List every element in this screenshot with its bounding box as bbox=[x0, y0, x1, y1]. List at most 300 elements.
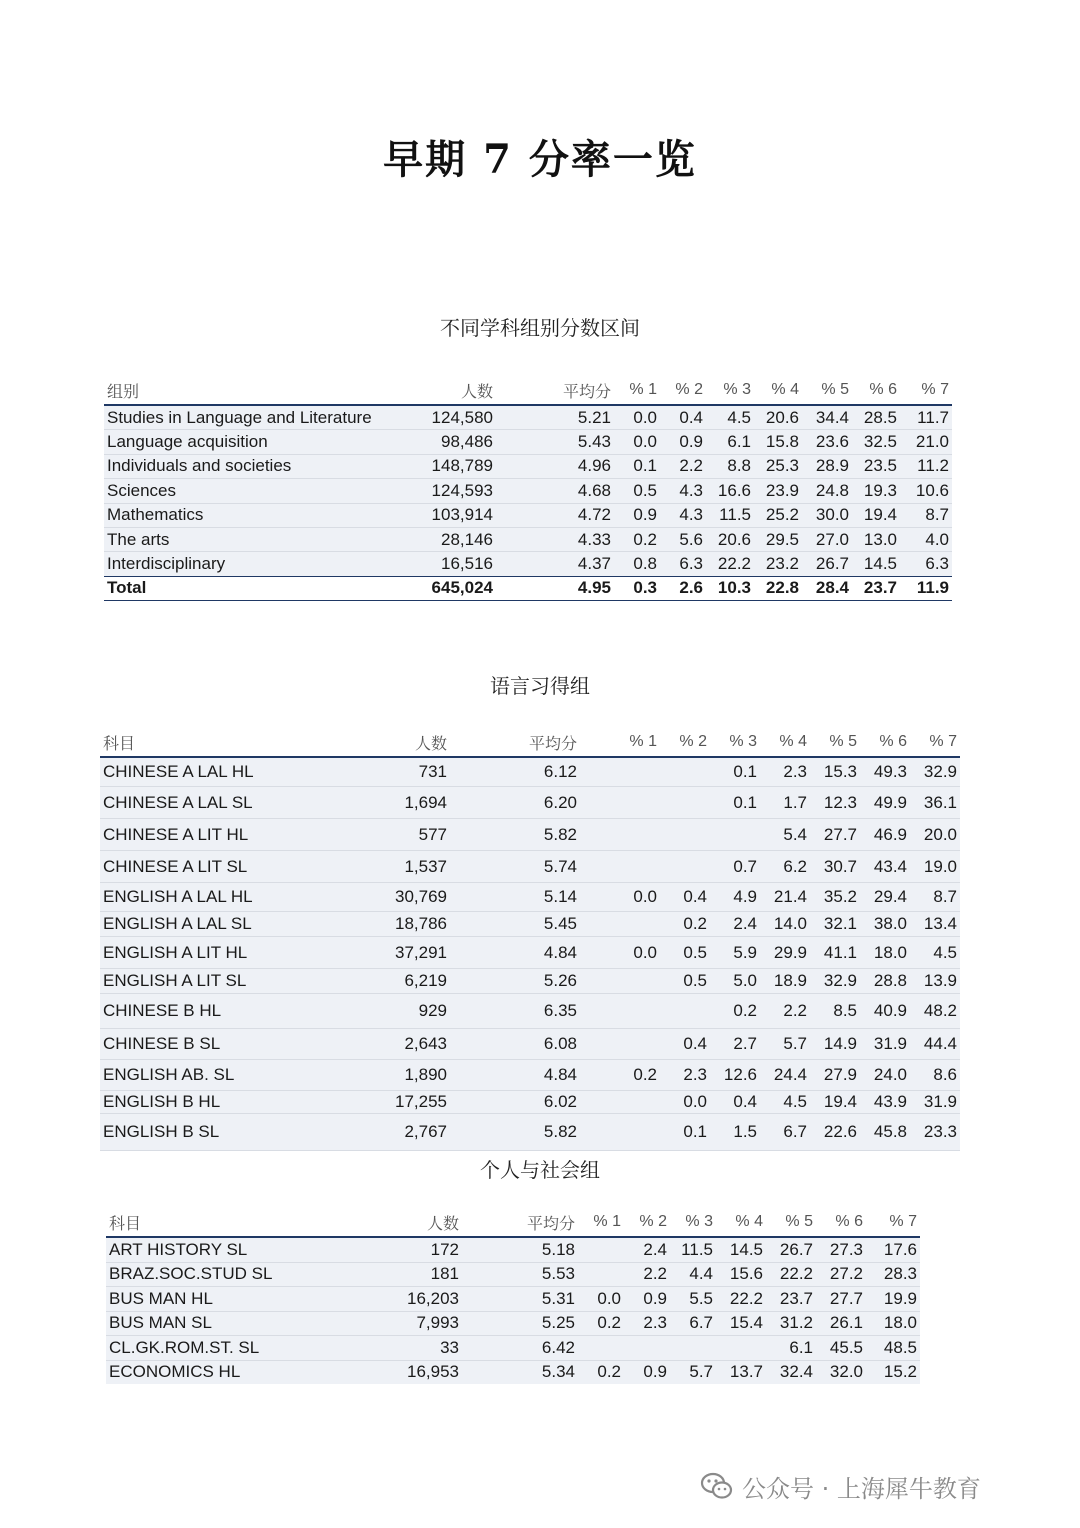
column-header: % 6 bbox=[860, 728, 910, 757]
value-cell: 4.9 bbox=[710, 883, 760, 912]
value-cell bbox=[580, 787, 660, 819]
table-row bbox=[104, 454, 952, 478]
value-cell: 20.6 bbox=[754, 405, 802, 430]
column-header: 人数 bbox=[396, 376, 496, 405]
value-cell: 21.4 bbox=[760, 883, 810, 912]
subject-cell: ENGLISH B SL bbox=[100, 1114, 290, 1151]
value-cell: 5.31 bbox=[462, 1287, 578, 1312]
subject-cell: Interdisciplinary bbox=[104, 552, 396, 576]
subject-cell: BRAZ.SOC.STUD SL bbox=[106, 1262, 296, 1287]
value-cell: 6.02 bbox=[450, 1091, 580, 1114]
value-cell: 27.3 bbox=[816, 1237, 866, 1262]
value-cell: 48.5 bbox=[866, 1336, 920, 1361]
value-cell: 5.82 bbox=[450, 1114, 580, 1151]
value-cell: 11.2 bbox=[900, 454, 952, 478]
value-cell: 5.53 bbox=[462, 1262, 578, 1287]
value-cell: 6,219 bbox=[290, 969, 450, 994]
value-cell bbox=[660, 994, 710, 1029]
table-row bbox=[104, 479, 952, 503]
value-cell: 4.0 bbox=[900, 527, 952, 551]
value-cell: 22.2 bbox=[716, 1287, 766, 1312]
wechat-icon bbox=[700, 1471, 734, 1501]
value-cell: 6.7 bbox=[760, 1114, 810, 1151]
column-header: % 7 bbox=[900, 376, 952, 405]
value-cell: 2.3 bbox=[660, 1060, 710, 1091]
value-cell: 17,255 bbox=[290, 1091, 450, 1114]
value-cell: 6.1 bbox=[706, 430, 754, 454]
subject-cell: ART HISTORY SL bbox=[106, 1237, 296, 1262]
value-cell: 29.5 bbox=[754, 527, 802, 551]
value-cell: 27.0 bbox=[802, 527, 852, 551]
column-header: % 7 bbox=[910, 728, 960, 757]
value-cell: 645,024 bbox=[396, 576, 496, 600]
value-cell: 26.1 bbox=[816, 1311, 866, 1336]
value-cell: 22.8 bbox=[754, 576, 802, 600]
value-cell: 4.5 bbox=[910, 937, 960, 969]
value-cell: 4.95 bbox=[496, 576, 614, 600]
value-cell: 181 bbox=[296, 1262, 462, 1287]
column-header: 人数 bbox=[296, 1208, 462, 1237]
subject-cell: Mathematics bbox=[104, 503, 396, 527]
value-cell: 25.2 bbox=[754, 503, 802, 527]
value-cell: 23.3 bbox=[910, 1114, 960, 1151]
value-cell: 29.4 bbox=[860, 883, 910, 912]
value-cell: 5.4 bbox=[760, 819, 810, 851]
value-cell: 0.9 bbox=[614, 503, 660, 527]
value-cell: 5.74 bbox=[450, 851, 580, 883]
language-acquisition-table bbox=[100, 728, 960, 1151]
value-cell: 8.5 bbox=[810, 994, 860, 1029]
value-cell: 0.4 bbox=[710, 1091, 760, 1114]
table-header-row bbox=[100, 728, 960, 757]
value-cell: 12.3 bbox=[810, 787, 860, 819]
value-cell: 13.9 bbox=[910, 969, 960, 994]
value-cell: 34.4 bbox=[802, 405, 852, 430]
subject-group-table bbox=[104, 376, 952, 601]
table-row bbox=[104, 503, 952, 527]
value-cell: 32.9 bbox=[810, 969, 860, 994]
value-cell: 2.2 bbox=[660, 454, 706, 478]
value-cell: 5.21 bbox=[496, 405, 614, 430]
value-cell: 5.7 bbox=[760, 1029, 810, 1060]
value-cell: 929 bbox=[290, 994, 450, 1029]
value-cell: 4.5 bbox=[760, 1091, 810, 1114]
subject-cell: Sciences bbox=[104, 479, 396, 503]
value-cell: 0.1 bbox=[614, 454, 660, 478]
column-header: % 3 bbox=[710, 728, 760, 757]
value-cell: 28.9 bbox=[802, 454, 852, 478]
value-cell: 577 bbox=[290, 819, 450, 851]
value-cell: 5.34 bbox=[462, 1360, 578, 1384]
value-cell: 0.5 bbox=[660, 969, 710, 994]
table-header-row bbox=[104, 376, 952, 405]
value-cell: 0.5 bbox=[660, 937, 710, 969]
value-cell: 23.7 bbox=[852, 576, 900, 600]
value-cell: 2.2 bbox=[760, 994, 810, 1029]
value-cell: 22.6 bbox=[810, 1114, 860, 1151]
value-cell: 6.3 bbox=[660, 552, 706, 576]
value-cell: 33 bbox=[296, 1336, 462, 1361]
value-cell bbox=[580, 912, 660, 937]
value-cell: 2,643 bbox=[290, 1029, 450, 1060]
section3-title: 个人与社会组 bbox=[480, 1158, 600, 1182]
value-cell: 4.3 bbox=[660, 503, 706, 527]
value-cell: 23.9 bbox=[754, 479, 802, 503]
table-row bbox=[104, 405, 952, 430]
column-header: % 5 bbox=[810, 728, 860, 757]
value-cell bbox=[580, 969, 660, 994]
value-cell: 731 bbox=[290, 757, 450, 787]
value-cell: 0.2 bbox=[580, 1060, 660, 1091]
value-cell bbox=[580, 1114, 660, 1151]
column-header: 人数 bbox=[290, 728, 450, 757]
value-cell bbox=[578, 1237, 624, 1262]
column-header: 科目 bbox=[106, 1208, 296, 1237]
value-cell: 0.3 bbox=[614, 576, 660, 600]
subject-cell: CHINESE B HL bbox=[100, 994, 290, 1029]
value-cell: 26.7 bbox=[766, 1237, 816, 1262]
value-cell bbox=[716, 1336, 766, 1361]
table-row bbox=[100, 912, 960, 937]
value-cell: 8.6 bbox=[910, 1060, 960, 1091]
value-cell: 0.1 bbox=[660, 1114, 710, 1151]
value-cell: 1,694 bbox=[290, 787, 450, 819]
value-cell: 4.4 bbox=[670, 1262, 716, 1287]
value-cell: 37,291 bbox=[290, 937, 450, 969]
value-cell: 4.33 bbox=[496, 527, 614, 551]
value-cell: 6.2 bbox=[760, 851, 810, 883]
table-row bbox=[100, 1029, 960, 1060]
value-cell: 31.2 bbox=[766, 1311, 816, 1336]
value-cell bbox=[580, 994, 660, 1029]
value-cell: 13.0 bbox=[852, 527, 900, 551]
value-cell: 43.9 bbox=[860, 1091, 910, 1114]
value-cell: 16,516 bbox=[396, 552, 496, 576]
value-cell: 12.6 bbox=[710, 1060, 760, 1091]
value-cell: 26.7 bbox=[802, 552, 852, 576]
table-row bbox=[100, 1091, 960, 1114]
total-row bbox=[104, 576, 952, 600]
value-cell: 48.2 bbox=[910, 994, 960, 1029]
value-cell: 30,769 bbox=[290, 883, 450, 912]
value-cell: 19.9 bbox=[866, 1287, 920, 1312]
value-cell: 4.96 bbox=[496, 454, 614, 478]
value-cell: 23.2 bbox=[754, 552, 802, 576]
table-row bbox=[106, 1311, 920, 1336]
value-cell: 0.7 bbox=[710, 851, 760, 883]
column-header: % 4 bbox=[716, 1208, 766, 1237]
value-cell: 28,146 bbox=[396, 527, 496, 551]
value-cell: 4.84 bbox=[450, 937, 580, 969]
value-cell: 0.0 bbox=[614, 430, 660, 454]
value-cell: 27.7 bbox=[816, 1287, 866, 1312]
value-cell: 32.0 bbox=[816, 1360, 866, 1384]
value-cell: 11.9 bbox=[900, 576, 952, 600]
subject-cell: The arts bbox=[104, 527, 396, 551]
column-header: % 2 bbox=[660, 728, 710, 757]
table-row bbox=[106, 1262, 920, 1287]
value-cell: 2.2 bbox=[624, 1262, 670, 1287]
column-header: % 1 bbox=[580, 728, 660, 757]
table-row bbox=[100, 969, 960, 994]
value-cell: 0.2 bbox=[578, 1360, 624, 1384]
watermark-text: 公众号 · 上海犀牛教育 bbox=[742, 1474, 981, 1503]
value-cell: 0.9 bbox=[660, 430, 706, 454]
value-cell: 4.72 bbox=[496, 503, 614, 527]
value-cell: 0.4 bbox=[660, 405, 706, 430]
value-cell: 15.6 bbox=[716, 1262, 766, 1287]
table-row bbox=[100, 1060, 960, 1091]
value-cell: 16,203 bbox=[296, 1287, 462, 1312]
value-cell: 6.08 bbox=[450, 1029, 580, 1060]
column-header: % 3 bbox=[670, 1208, 716, 1237]
value-cell: 0.2 bbox=[614, 527, 660, 551]
value-cell: 2.3 bbox=[760, 757, 810, 787]
value-cell: 15.2 bbox=[866, 1360, 920, 1384]
table-row bbox=[106, 1237, 920, 1262]
subject-cell: CHINESE A LIT SL bbox=[100, 851, 290, 883]
column-header: 平均分 bbox=[450, 728, 580, 757]
value-cell bbox=[580, 1091, 660, 1114]
value-cell: 17.6 bbox=[866, 1237, 920, 1262]
value-cell: 19.4 bbox=[852, 503, 900, 527]
subject-cell: Individuals and societies bbox=[104, 454, 396, 478]
value-cell: 32.9 bbox=[910, 757, 960, 787]
table-row bbox=[104, 527, 952, 551]
watermark bbox=[700, 1466, 981, 1506]
value-cell: 24.0 bbox=[860, 1060, 910, 1091]
table-header-row bbox=[106, 1208, 920, 1237]
value-cell bbox=[580, 851, 660, 883]
value-cell: 27.2 bbox=[816, 1262, 866, 1287]
value-cell: 21.0 bbox=[900, 430, 952, 454]
value-cell: 10.6 bbox=[900, 479, 952, 503]
value-cell: 5.26 bbox=[450, 969, 580, 994]
value-cell: 5.43 bbox=[496, 430, 614, 454]
table-row bbox=[100, 1114, 960, 1151]
value-cell: 19.3 bbox=[852, 479, 900, 503]
value-cell: 1.5 bbox=[710, 1114, 760, 1151]
table-row bbox=[106, 1360, 920, 1384]
subject-cell: Language acquisition bbox=[104, 430, 396, 454]
column-header: % 2 bbox=[660, 376, 706, 405]
value-cell: 46.9 bbox=[860, 819, 910, 851]
value-cell bbox=[660, 819, 710, 851]
value-cell: 0.4 bbox=[660, 1029, 710, 1060]
value-cell: 2.6 bbox=[660, 576, 706, 600]
value-cell: 11.7 bbox=[900, 405, 952, 430]
subject-cell: ENGLISH A LAL SL bbox=[100, 912, 290, 937]
value-cell: 7,993 bbox=[296, 1311, 462, 1336]
value-cell: 27.7 bbox=[810, 819, 860, 851]
value-cell: 0.0 bbox=[578, 1287, 624, 1312]
value-cell: 0.1 bbox=[710, 787, 760, 819]
column-header: % 5 bbox=[802, 376, 852, 405]
subject-cell: Total bbox=[104, 576, 396, 600]
value-cell: 0.1 bbox=[710, 757, 760, 787]
value-cell: 43.4 bbox=[860, 851, 910, 883]
value-cell bbox=[578, 1262, 624, 1287]
value-cell: 13.4 bbox=[910, 912, 960, 937]
value-cell: 148,789 bbox=[396, 454, 496, 478]
value-cell: 5.82 bbox=[450, 819, 580, 851]
value-cell: 5.25 bbox=[462, 1311, 578, 1336]
value-cell bbox=[580, 1029, 660, 1060]
value-cell: 14.5 bbox=[852, 552, 900, 576]
value-cell: 11.5 bbox=[706, 503, 754, 527]
subject-cell: Studies in Language and Literature bbox=[104, 405, 396, 430]
value-cell: 11.5 bbox=[670, 1237, 716, 1262]
column-header: % 7 bbox=[866, 1208, 920, 1237]
value-cell: 0.5 bbox=[614, 479, 660, 503]
value-cell bbox=[624, 1336, 670, 1361]
value-cell: 40.9 bbox=[860, 994, 910, 1029]
column-header: % 1 bbox=[614, 376, 660, 405]
value-cell: 6.3 bbox=[900, 552, 952, 576]
value-cell: 13.7 bbox=[716, 1360, 766, 1384]
subject-cell: BUS MAN SL bbox=[106, 1311, 296, 1336]
column-header: % 6 bbox=[816, 1208, 866, 1237]
column-header: % 5 bbox=[766, 1208, 816, 1237]
value-cell: 23.6 bbox=[802, 430, 852, 454]
table-row bbox=[100, 883, 960, 912]
value-cell: 45.5 bbox=[816, 1336, 866, 1361]
value-cell: 4.37 bbox=[496, 552, 614, 576]
value-cell: 2,767 bbox=[290, 1114, 450, 1151]
value-cell bbox=[670, 1336, 716, 1361]
value-cell: 45.8 bbox=[860, 1114, 910, 1151]
table-row bbox=[100, 819, 960, 851]
value-cell: 31.9 bbox=[860, 1029, 910, 1060]
value-cell: 0.0 bbox=[614, 405, 660, 430]
value-cell: 23.5 bbox=[852, 454, 900, 478]
value-cell: 103,914 bbox=[396, 503, 496, 527]
table-row bbox=[106, 1287, 920, 1312]
value-cell: 15.8 bbox=[754, 430, 802, 454]
value-cell: 2.7 bbox=[710, 1029, 760, 1060]
value-cell: 124,593 bbox=[396, 479, 496, 503]
table-row bbox=[100, 994, 960, 1029]
value-cell: 0.2 bbox=[578, 1311, 624, 1336]
table-row bbox=[106, 1336, 920, 1361]
subject-cell: ECONOMICS HL bbox=[106, 1360, 296, 1384]
table-row bbox=[104, 430, 952, 454]
value-cell: 31.9 bbox=[910, 1091, 960, 1114]
subject-cell: ENGLISH AB. SL bbox=[100, 1060, 290, 1091]
value-cell: 5.9 bbox=[710, 937, 760, 969]
column-header: 组别 bbox=[104, 376, 396, 405]
page-title: 早期 7 分率一览 bbox=[383, 136, 697, 183]
value-cell: 5.18 bbox=[462, 1237, 578, 1262]
value-cell: 2.4 bbox=[710, 912, 760, 937]
value-cell: 0.9 bbox=[624, 1360, 670, 1384]
value-cell: 32.5 bbox=[852, 430, 900, 454]
value-cell: 22.2 bbox=[766, 1262, 816, 1287]
value-cell: 44.4 bbox=[910, 1029, 960, 1060]
value-cell: 6.12 bbox=[450, 757, 580, 787]
value-cell: 28.5 bbox=[852, 405, 900, 430]
value-cell: 14.9 bbox=[810, 1029, 860, 1060]
subject-cell: CL.GK.ROM.ST. SL bbox=[106, 1336, 296, 1361]
value-cell: 18.9 bbox=[760, 969, 810, 994]
column-header: % 1 bbox=[578, 1208, 624, 1237]
value-cell: 6.42 bbox=[462, 1336, 578, 1361]
value-cell: 8.7 bbox=[910, 883, 960, 912]
section1-title: 不同学科组别分数区间 bbox=[440, 316, 640, 340]
value-cell: 18,786 bbox=[290, 912, 450, 937]
value-cell: 6.7 bbox=[670, 1311, 716, 1336]
value-cell: 4.5 bbox=[706, 405, 754, 430]
value-cell: 41.1 bbox=[810, 937, 860, 969]
value-cell: 18.0 bbox=[860, 937, 910, 969]
column-header: % 2 bbox=[624, 1208, 670, 1237]
value-cell: 28.8 bbox=[860, 969, 910, 994]
section2-title: 语言习得组 bbox=[490, 674, 590, 698]
value-cell: 10.3 bbox=[706, 576, 754, 600]
value-cell: 27.9 bbox=[810, 1060, 860, 1091]
subject-cell: CHINESE A LAL HL bbox=[100, 757, 290, 787]
subject-cell: CHINESE A LAL SL bbox=[100, 787, 290, 819]
column-header: 科目 bbox=[100, 728, 290, 757]
table-row bbox=[104, 552, 952, 576]
value-cell: 0.9 bbox=[624, 1287, 670, 1312]
subject-cell: CHINESE B SL bbox=[100, 1029, 290, 1060]
table-row bbox=[100, 851, 960, 883]
value-cell: 1,890 bbox=[290, 1060, 450, 1091]
value-cell: 23.7 bbox=[766, 1287, 816, 1312]
value-cell: 49.9 bbox=[860, 787, 910, 819]
value-cell: 35.2 bbox=[810, 883, 860, 912]
value-cell: 28.4 bbox=[802, 576, 852, 600]
value-cell bbox=[660, 757, 710, 787]
value-cell: 0.2 bbox=[710, 994, 760, 1029]
value-cell: 20.6 bbox=[706, 527, 754, 551]
subject-cell: ENGLISH A LIT HL bbox=[100, 937, 290, 969]
value-cell: 6.35 bbox=[450, 994, 580, 1029]
table-row bbox=[100, 757, 960, 787]
subject-cell: CHINESE A LIT HL bbox=[100, 819, 290, 851]
value-cell: 6.20 bbox=[450, 787, 580, 819]
value-cell: 4.68 bbox=[496, 479, 614, 503]
value-cell: 8.8 bbox=[706, 454, 754, 478]
column-header: 平均分 bbox=[462, 1208, 578, 1237]
value-cell: 0.0 bbox=[580, 883, 660, 912]
value-cell: 32.4 bbox=[766, 1360, 816, 1384]
value-cell: 124,580 bbox=[396, 405, 496, 430]
value-cell: 19.4 bbox=[810, 1091, 860, 1114]
value-cell bbox=[660, 851, 710, 883]
value-cell: 22.2 bbox=[706, 552, 754, 576]
value-cell: 5.14 bbox=[450, 883, 580, 912]
value-cell: 5.45 bbox=[450, 912, 580, 937]
subject-cell: BUS MAN HL bbox=[106, 1287, 296, 1312]
value-cell: 25.3 bbox=[754, 454, 802, 478]
value-cell: 30.0 bbox=[802, 503, 852, 527]
value-cell bbox=[580, 757, 660, 787]
value-cell: 5.5 bbox=[670, 1287, 716, 1312]
value-cell: 172 bbox=[296, 1237, 462, 1262]
value-cell: 0.2 bbox=[660, 912, 710, 937]
value-cell: 24.4 bbox=[760, 1060, 810, 1091]
subject-cell: ENGLISH A LIT SL bbox=[100, 969, 290, 994]
column-header: 平均分 bbox=[496, 376, 614, 405]
value-cell bbox=[660, 787, 710, 819]
column-header: % 4 bbox=[760, 728, 810, 757]
value-cell: 18.0 bbox=[866, 1311, 920, 1336]
value-cell: 49.3 bbox=[860, 757, 910, 787]
value-cell: 98,486 bbox=[396, 430, 496, 454]
column-header: % 4 bbox=[754, 376, 802, 405]
